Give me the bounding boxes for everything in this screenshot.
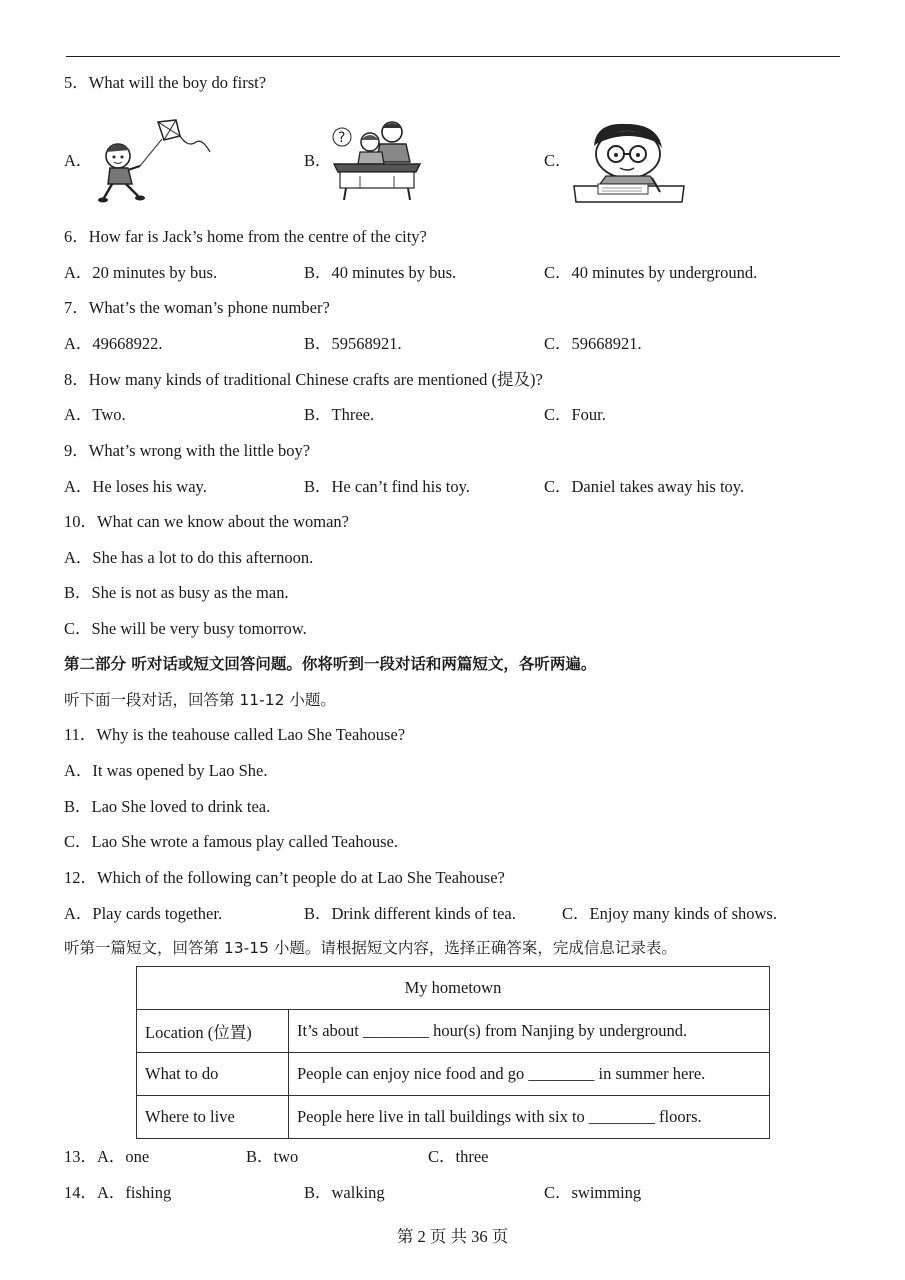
q13-option-c: C．three <box>428 1147 489 1166</box>
children-at-desk-picture <box>330 118 424 202</box>
q6-option-c: C．40 minutes by underground. <box>544 263 758 282</box>
table-row-text: People here live in tall buildings with six to ________ floors. <box>289 1096 770 1139</box>
q5-question: 5．What will the boy do first? <box>64 73 267 92</box>
q14-option-b: B．walking <box>304 1183 385 1202</box>
boy-flying-kite-picture <box>96 118 214 204</box>
q7-option-b: B．59568921. <box>304 334 402 353</box>
q5-option-a-label: A． <box>64 151 93 170</box>
q11-question: 11．Why is the teahouse called Lao She Teahouse? <box>64 725 406 744</box>
q14-option-c: C．swimming <box>544 1183 642 1202</box>
q9-option-a: A．He loses his way. <box>64 477 207 496</box>
q10-option-c: C．She will be very busy tomorrow. <box>64 619 307 638</box>
q11-option-b: B．Lao She loved to drink tea. <box>64 797 271 816</box>
info-record-table <box>136 966 770 1139</box>
q8-option-b: B．Three. <box>304 405 375 424</box>
svg-text:?: ? <box>338 130 346 146</box>
q9-option-c: C．Daniel takes away his toy. <box>544 477 745 496</box>
q12-option-b: B．Drink different kinds of tea. <box>304 904 516 923</box>
q9-question: 9．What’s wrong with the little boy? <box>64 441 311 460</box>
q7-question: 7．What’s the woman’s phone number? <box>64 298 330 317</box>
q6-option-b: B．40 minutes by bus. <box>304 263 457 282</box>
page-footer: 第 2 页 共 36 页 <box>396 1227 509 1246</box>
q12-option-a: A．Play cards together. <box>64 904 223 923</box>
q8-option-c: C．Four. <box>544 405 606 424</box>
q12-option-c: C．Enjoy many kinds of shows. <box>562 904 777 923</box>
q6-question: 6．How far is Jack’s home from the centre of the city? <box>64 227 427 246</box>
q7-option-c: C．59668921. <box>544 334 642 353</box>
q10-option-b: B．She is not as busy as the man. <box>64 583 289 602</box>
table-row-text: People can enjoy nice food and go ________ in summer here. <box>289 1053 770 1096</box>
q11-option-c: C．Lao She wrote a famous play called Teahouse. <box>64 832 398 851</box>
table-row-label: Location (位置) <box>137 1010 289 1053</box>
boy-doing-homework-picture <box>572 120 686 204</box>
q11-option-a: A．It was opened by Lao She. <box>64 761 268 780</box>
q6-option-a: A．20 minutes by bus. <box>64 263 218 282</box>
q7-option-a: A．49668922. <box>64 334 163 353</box>
table-title: My hometown <box>137 967 770 1010</box>
section2-title: 第二部分 听对话或短文回答问题。你将听到一段对话和两篇短文，各听两遍。 <box>64 655 597 673</box>
q13-option-a: 13．A．one <box>64 1147 150 1166</box>
section2-instruction: 听下面一段对话，回答第 11-12 小题。 <box>64 691 336 709</box>
q9-option-b: B．He can’t find his toy. <box>304 477 470 496</box>
q8-question: 8．How many kinds of traditional Chinese crafts are mentioned (提及)? <box>64 370 543 389</box>
table-header-row <box>137 967 770 1010</box>
q14-option-a: 14．A．fishing <box>64 1183 172 1202</box>
header-rule <box>66 56 840 57</box>
table-row <box>137 1010 770 1053</box>
q8-option-a: A．Two. <box>64 405 126 424</box>
q10-question: 10．What can we know about the woman? <box>64 512 349 531</box>
q5-option-c-label: C． <box>544 151 572 170</box>
table-row-label: What to do <box>137 1053 289 1096</box>
q12-question: 12．Which of the following can’t people do at Lao She Teahouse? <box>64 868 505 887</box>
q13-option-b: B．two <box>246 1147 299 1166</box>
table-row-label: Where to live <box>137 1096 289 1139</box>
table-row <box>137 1096 770 1139</box>
table-row-text: It’s about ________ hour(s) from Nanjing by underground. <box>289 1010 770 1053</box>
table-row <box>137 1053 770 1096</box>
q5-option-b-label: B． <box>304 151 332 170</box>
table-instruction: 听第一篇短文，回答第 13-15 小题。请根据短文内容，选择正确答案，完成信息记录表。 <box>64 939 677 957</box>
q10-option-a: A．She has a lot to do this afternoon. <box>64 548 314 567</box>
